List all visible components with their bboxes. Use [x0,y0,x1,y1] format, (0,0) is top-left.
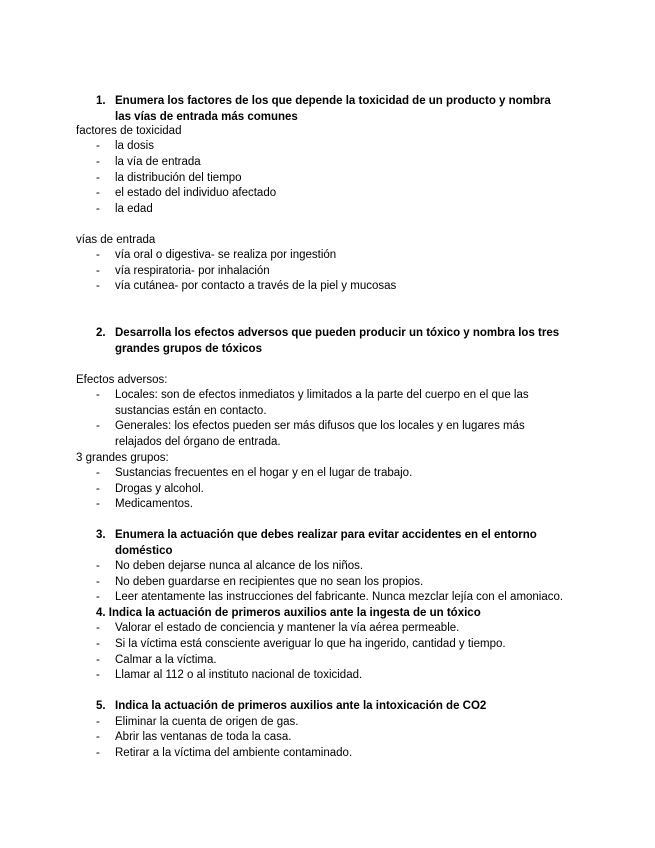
effects-label: Efectos adversos: [76,374,168,386]
document-page: 1. Enumera los factores de los que depende la toxicidad de un producto y nombra las vías de entrada más comunes factores de toxicidad - la dosis - la vía de entrada - la distribución del tiempo - el estado del individuo afectado - la edad vías de entrada - vía oral o digestiva- se realiza por ingestión - vía respiratoria- por inhalación - vía cutánea- por contacto a través de la piel y mucosas 2. Desarrolla los efectos adversos que pueden producir un tóxico y nombra los tres grandes grupos de tóxicos Efectos adversos: - Locales: son de efectos inmediatos y limitados a la parte del cuerpo en el que las sustancias están en contacto. - Generales: los efectos pueden ser más difusos que los locales y en lugares más relajados del órgano de entrada. 3 grandes grupos: - Sustancias frecuentes en el hogar y en el lugar de trabajo. - Drogas y alcohol. - Medicamentos. 3. Enumera la actuación que debes realizar para evitar accidentes en el entorno doméstico - No deben dejarse nunca al alcance de los niños. - No deben guardarse en recipientes que no sean los propios. - Leer atentamente las instrucciones del fabricante. Nunca mezclar lejía con el amoniaco. 4. Indica la actuación de primeros auxilios ante la ingesta de un tóxico - Valorar el estado de conciencia y mantener la vía aérea permeable. - Si la víctima está consciente averiguar lo que ha ingerido, cantidad y tiempo. - Calmar a la víctima. - Llamar al 112 o al instituto nacional de toxicidad. 5. Indica la actuación de primeros auxilios ante la intoxicación de CO2 - Eliminar la cuenta de origen de gas. - Abrir las ventanas de toda la casa. - Retirar a la víctima del ambiente contaminado. [0,0,655,848]
routes-label: vías de entrada [76,234,156,246]
question-3-heading [96,528,596,560]
question-text: Desarrolla los efectos adversos que pueden producir un tóxico y nombra los tres grandes grupos de tóxicos [115,327,560,355]
question-number: 5. [96,700,106,712]
question-text: Enumera la actuación que debes realizar para evitar accidentes en el entorno doméstico [115,529,537,557]
question-number: 1. [96,95,106,107]
question-number: 3. [96,529,106,541]
question-text: Indica la actuación de primeros auxilios ante la intoxicación de CO2 [115,700,487,712]
question-4-heading: 4. Indica la actuación de primeros auxilios ante la ingesta de un tóxico [96,607,481,619]
question-2-heading [96,326,596,358]
question-number: 2. [96,327,106,339]
groups-label: 3 grandes grupos: [76,452,169,464]
question-5-heading [96,699,596,715]
question-1-heading [96,94,596,126]
factors-label: factores de toxicidad [76,125,182,137]
question-text: Enumera los factores de los que depende la toxicidad de un producto y nombra las vías de entrada más comunes [115,95,551,123]
